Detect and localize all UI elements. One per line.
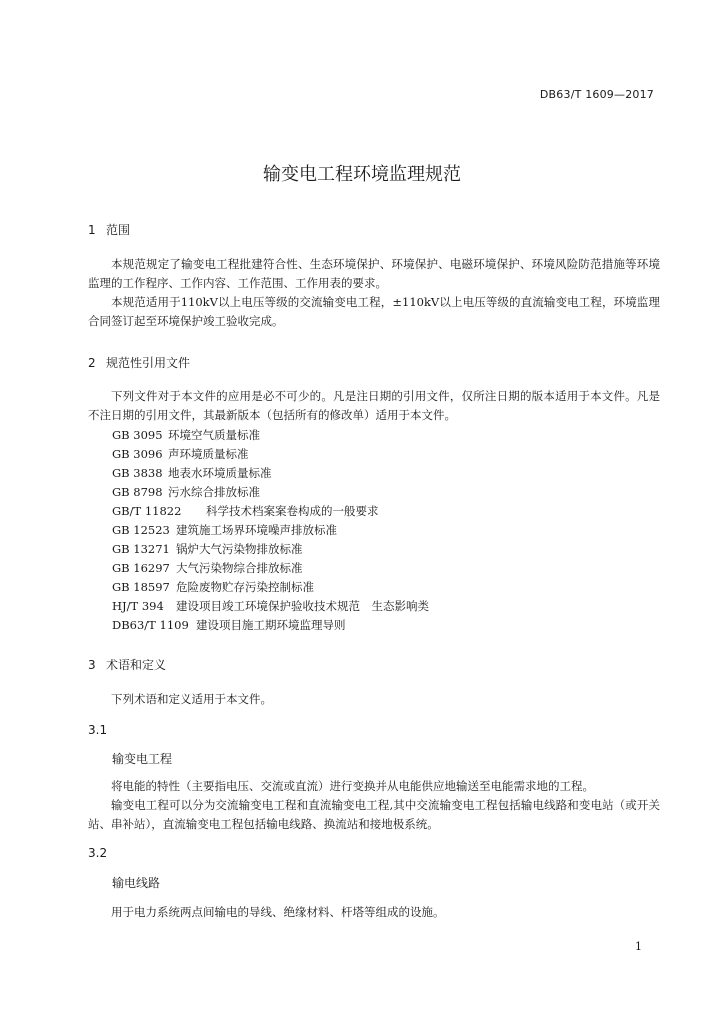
reference-item — [112, 503, 379, 519]
document-number: DB63/T 1609—2017 — [539, 88, 654, 101]
reference-code: HJ/T 394 — [112, 599, 164, 613]
section-2-intro: 下列文件对于本文件的应用是必不可少的。凡是注日期的引用文件，仅所注日期的版本适用于本文件。凡是不注日期的引用文件，其最新版本（包括所有的修改单）适用于本文件。 — [88, 389, 660, 422]
page-title: 输变电工程环境监理规范 — [263, 164, 461, 185]
reference-item — [112, 560, 303, 576]
reference-code: GB 13271 — [112, 542, 170, 556]
reference-title: 科学技术档案案卷构成的一般要求 — [206, 504, 379, 518]
reference-title: 声环境质量标准 — [168, 447, 249, 461]
reference-code: GB 3095 — [112, 428, 163, 442]
section-1-paragraph: 本规范适用于110kV以上电压等级的交流输变电工程，±110kV以上电压等级的直流输变电工程，环境监理合同签订起至环境保护竣工验收完成。 — [88, 295, 660, 328]
reference-item — [112, 446, 249, 462]
section-number: 2 — [88, 356, 96, 370]
reference-title: 锅炉大气污染物排放标准 — [176, 542, 303, 556]
reference-item — [112, 541, 303, 557]
reference-item — [112, 579, 314, 595]
section-3-heading — [88, 656, 166, 673]
section-number: 3 — [88, 658, 96, 672]
section-1-paragraph: 本规范规定了输变电工程批建符合性、生态环境保护、环境保护、电磁环境保护、环境风险防范措施等环境监理的工作程序、工作内容、工作范围、工作用表的要求。 — [88, 257, 660, 290]
section-title: 范围 — [106, 223, 131, 237]
reference-code: GB 16297 — [112, 561, 170, 575]
reference-code: GB 18597 — [112, 580, 170, 594]
reference-item — [112, 522, 337, 538]
section-3-intro: 下列术语和定义适用于本文件。 — [111, 692, 272, 706]
term-number: 3.2 — [88, 846, 108, 860]
reference-item — [112, 598, 429, 614]
reference-title: 建设项目施工期环境监理导则 — [196, 618, 346, 632]
reference-title: 建筑施工场界环境噪声排放标准 — [176, 523, 337, 537]
reference-code: GB 8798 — [112, 485, 163, 499]
reference-item — [112, 617, 346, 633]
reference-code: GB/T 11822 — [112, 504, 182, 518]
term-definition: 将电能的特性（主要指电压、交流或直流）进行变换并从电能供应地输送至电能需求地的工程。 — [111, 779, 594, 793]
section-1-heading — [88, 221, 130, 238]
reference-code: GB 12523 — [112, 523, 170, 537]
term-note: 输变电工程可以分为交流输变电工程和直流输变电工程,其中交流输变电工程包括输电线路和变电站（或开关站、串补站），直流输变电工程包括输电线路、换流站和接地极系统。 — [88, 798, 660, 831]
reference-item — [112, 484, 260, 500]
term-title: 输电线路 — [112, 876, 161, 890]
reference-title: 地表水环境质量标准 — [168, 466, 272, 480]
reference-item — [112, 465, 272, 481]
term-title: 输变电工程 — [112, 752, 173, 766]
section-2-heading — [88, 354, 190, 371]
reference-title: 环境空气质量标准 — [168, 428, 260, 442]
reference-title: 污水综合排放标准 — [168, 485, 260, 499]
reference-title: 建设项目竣工环境保护验收技术规范 生态影响类 — [176, 599, 429, 613]
reference-code: GB 3096 — [112, 447, 163, 461]
section-title: 规范性引用文件 — [106, 356, 191, 370]
reference-title: 大气污染物综合排放标准 — [176, 561, 303, 575]
reference-code: GB 3838 — [112, 466, 163, 480]
reference-item — [112, 427, 260, 443]
term-definition: 用于电力系统两点间输电的导线、绝缘材料、杆塔等组成的设施。 — [111, 905, 445, 919]
section-number: 1 — [88, 223, 96, 237]
reference-code: DB63/T 1109 — [112, 618, 189, 632]
section-title: 术语和定义 — [106, 658, 167, 672]
reference-title: 危险废物贮存污染控制标准 — [176, 580, 314, 594]
term-number: 3.1 — [88, 723, 108, 737]
page-number: 1 — [635, 940, 642, 953]
